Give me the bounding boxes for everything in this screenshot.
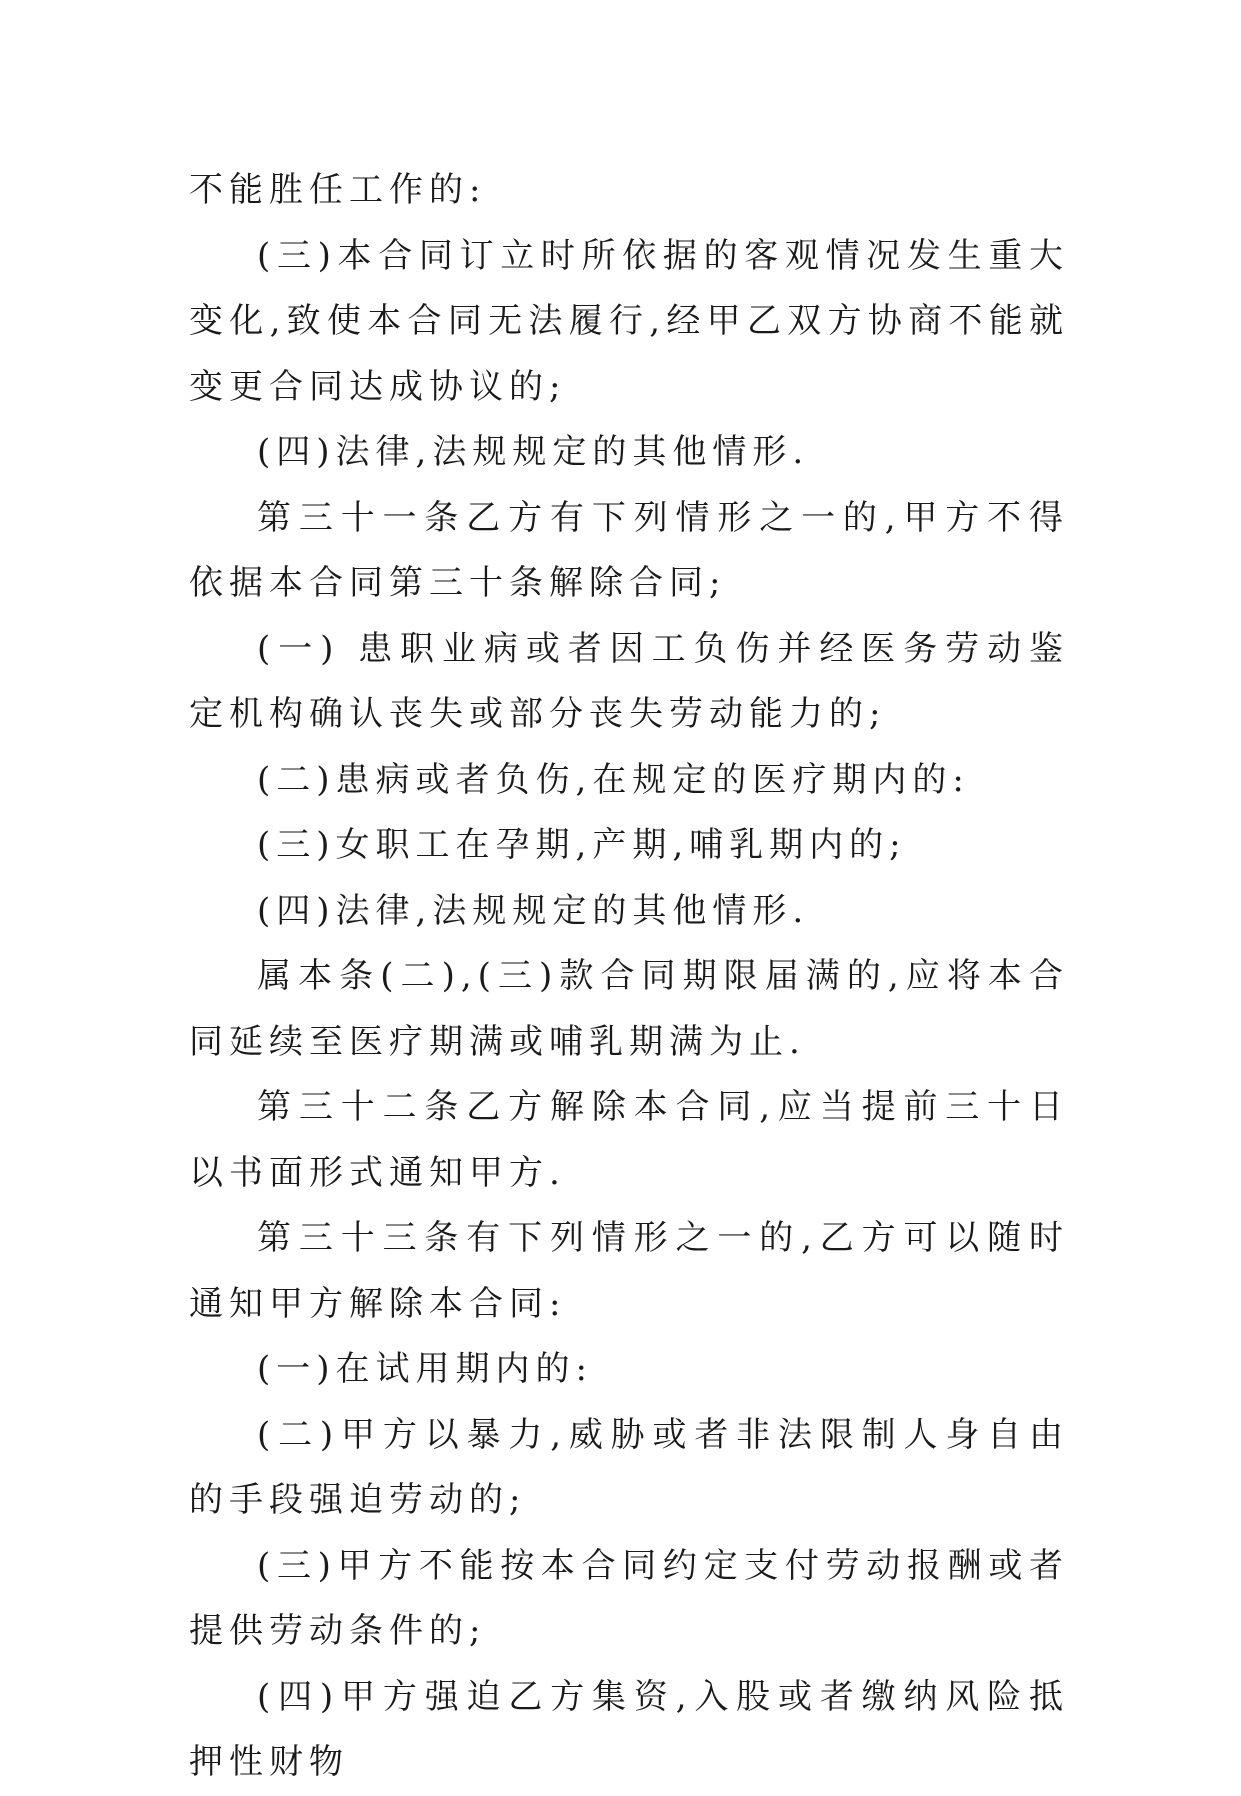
paragraph-clause: (二)甲方以暴力,威胁或者非法限制人身自由的手段强迫劳动的; [189, 1414, 1069, 1520]
document-body [189, 158, 1069, 1796]
paragraph-clause: (三)甲方不能按本合同约定支付劳动报酬或者提供劳动条件的; [189, 1545, 1069, 1651]
paragraph-article-33: 第三十三条有下列情形之一的,乙方可以随时通知甲方解除本合同: [189, 1218, 1069, 1324]
paragraph-article-32: 第三十二条乙方解除本合同,应当提前三十日以书面形式通知甲方. [189, 1087, 1069, 1193]
paragraph-clause: (二)患病或者负伤,在规定的医疗期内的: [257, 759, 970, 800]
paragraph-clause: (三)女职工在孕期,产期,哺乳期内的; [257, 825, 907, 865]
paragraph-clause: (一) 患职业病或者因工负伤并经医务劳动鉴定机构确认丧失或部分丧失劳动能力的; [189, 628, 1069, 734]
paragraph-clause: (四)法律,法规规定的其他情形. [257, 890, 810, 931]
paragraph-clause: (四)法律,法规规定的其他情形. [257, 432, 810, 472]
paragraph-note: 属本条(二),(三)款合同期限届满的,应将本合同延续至医疗期满或哺乳期满为止. [189, 956, 1069, 1062]
paragraph-clause: (三)本合同订立时所依据的客观情况发生重大变化,致使本合同无法履行,经甲乙双方协商不能就变更合同达成协议的; [189, 235, 1069, 407]
paragraph-clause: (四)甲方强迫乙方集资,入股或者缴纳风险抵押性财物 [189, 1676, 1069, 1782]
paragraph-continuation: 不能胜任工作的: [189, 170, 487, 210]
paragraph-article-31: 第三十一条乙方有下列情形之一的,甲方不得依据本合同第三十条解除合同; [189, 497, 1069, 603]
paragraph-clause: (一)在试用期内的: [257, 1349, 593, 1389]
